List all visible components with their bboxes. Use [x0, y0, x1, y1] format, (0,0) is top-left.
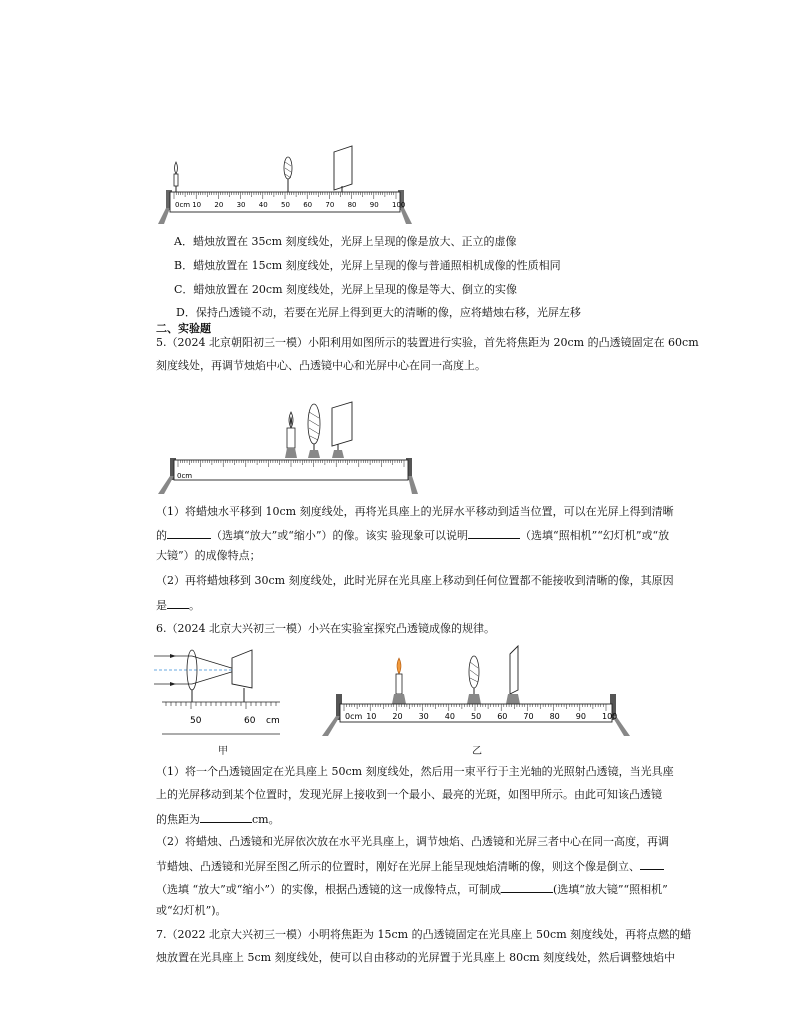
bench-stand-left [322, 694, 342, 736]
ruler-label: 0cm [175, 201, 191, 209]
q6-p2-line4: 或“幻灯机”)。 [156, 904, 227, 917]
q6-p2-text: (选填“放大镜”“照相机” [553, 883, 668, 896]
q6-p1-text: cm。 [252, 813, 280, 826]
ruler-label: 60 [497, 712, 508, 721]
q5-p1-line2 [156, 527, 669, 543]
ruler-label: 70 [325, 201, 335, 209]
bench-stand-left [158, 458, 176, 494]
ruler-label: 90 [575, 712, 586, 721]
q6-p2-text: 节蜡烛、凸透镜和光屏至图乙所示的位置时，刚好在光屏上能呈现烛焰清晰的像，则这个像是倒立、 [156, 860, 640, 873]
ruler-label: 20 [214, 201, 224, 209]
q5-p2-line1: （2）再将蜡烛移到 30cm 刻度线处，此时光屏在光具座上移动到任何位置都不能接收到清晰的像，其原因 [156, 574, 674, 587]
q5-line2: 刻度线处，再调节烛焰中心、凸透镜中心和光屏中心在同一高度上。 [156, 359, 486, 372]
ruler-label: 100 [392, 201, 406, 209]
q6-p1-line2: 上的光屏移动到某个位置时，发现光屏上接收到一个最小、最亮的光斑，如图甲所示。由此可知该凸透镜 [156, 788, 662, 801]
ruler-label: 90 [369, 201, 379, 209]
figure1-optical-bench [150, 140, 412, 226]
scale-unit-label: cm [266, 716, 280, 726]
ruler-label: 30 [236, 201, 246, 209]
option-c: C．蜡烛放置在 20cm 刻度线处，光屏上呈现的像是等大、倒立的实像 [174, 283, 517, 296]
q6-fig-jia-caption: 甲 [218, 746, 228, 757]
screen-icon [232, 650, 252, 688]
ruler-label: 40 [258, 201, 268, 209]
ruler-label: 70 [523, 712, 534, 721]
option-b: B．蜡烛放置在 15cm 刻度线处，光屏上呈现的像与普通照相机成像的性质相同 [174, 259, 561, 272]
ruler-label: 50 [471, 712, 482, 721]
ruler-label: 40 [444, 712, 455, 721]
option-d: D．保持凸透镜不动，若要在光屏上得到更大的清晰的像，应将蜡烛右移，光屏左移 [176, 306, 581, 319]
q6-p2-line1: （2）将蜡烛、凸透镜和光屏依次放在水平光具座上，调节烛焰、凸透镜和光屏三者中心在同一高度，再调 [156, 835, 669, 848]
q6-blank-3[interactable] [501, 881, 553, 893]
screen-icon [334, 146, 352, 192]
scale-ticks [166, 702, 276, 709]
ruler-label: 80 [347, 201, 357, 209]
scale-label-60: 60 [244, 716, 256, 726]
q6-p1-line3 [156, 811, 280, 827]
ruler-label: 60 [303, 201, 313, 209]
candle-icon [392, 658, 406, 704]
candle-icon [174, 162, 178, 192]
q6-p2-line2 [156, 858, 664, 874]
q6-blank-1[interactable] [200, 811, 252, 823]
ruler-start-label: 0cm [177, 472, 193, 480]
ruler-label: 100 [602, 712, 618, 721]
ruler-label: 0cm [345, 712, 363, 721]
q6-line1: 6.（2024 北京大兴初三一模）小兴在实验室探究凸透镜成像的规律。 [156, 622, 495, 635]
q5-blank-3[interactable] [167, 597, 189, 609]
candle-icon [285, 412, 297, 458]
q7-line1: 7.（2022 北京大兴初三一模）小明将焦距为 15cm 的凸透镜固定在光具座上 50cm 刻度线处，再将点燃的蜡 [156, 928, 692, 941]
ruler-label: 10 [366, 712, 377, 721]
convex-lens-icon [284, 157, 292, 192]
q5-p2-text: 。 [189, 599, 200, 612]
q5-p1-line3: 大镜”）的成像特点； [156, 549, 261, 562]
screen-icon [506, 646, 520, 704]
ruler-label: 10 [192, 201, 202, 209]
arrow-icon [170, 682, 176, 686]
screen-icon [332, 402, 352, 458]
convex-lens-icon [467, 656, 481, 704]
q6-fig-yi-caption: 乙 [472, 746, 482, 757]
option-a: A．蜡烛放置在 35cm 刻度线处，光屏上呈现的像是放大、正立的虚像 [174, 235, 517, 248]
ruler-label: 50 [281, 201, 290, 209]
q5-p1-text: （选填“放大”或“缩小”）的像。该实 验现象可以说明 [211, 529, 468, 542]
ruler-label: 80 [549, 712, 560, 721]
q6-figure-yi [320, 644, 640, 736]
q5-p1-text: 的 [156, 529, 167, 542]
section-heading: 二、实验题 [156, 322, 211, 335]
q6-p1-text: 的焦距为 [156, 813, 200, 826]
ruler-label: 30 [418, 712, 429, 721]
q6-blank-2[interactable] [640, 858, 664, 870]
q5-optical-bench [156, 400, 418, 494]
q6-figure-jia [152, 644, 284, 740]
convex-lens-icon [308, 404, 320, 458]
q5-p2-text: 是 [156, 599, 167, 612]
arrow-icon [170, 654, 176, 658]
q6-p2-line3 [156, 881, 668, 897]
scale-label-50: 50 [190, 716, 202, 726]
q5-p1-text: （选填“照相机”“幻灯机”或“放 [520, 529, 670, 542]
q5-line1: 5.（2024 北京朝阳初三一模）小阳利用如图所示的装置进行实验，首先将焦距为 20cm 的凸透镜固定在 60cm [156, 336, 699, 349]
q6-p2-text: （选填 “放大”或“缩小”）的实像，根据凸透镜的这一成像特点，可制成 [156, 883, 501, 896]
q6-p1-line1: （1）将一个凸透镜固定在光具座上 50cm 刻度线处，然后用一束平行于主光轴的光照射凸透镜，当光具座 [156, 765, 674, 778]
q5-blank-2[interactable] [468, 527, 520, 539]
ruler-label: 20 [392, 712, 403, 721]
q5-p2-line2 [156, 597, 200, 613]
q5-blank-1[interactable] [167, 527, 211, 539]
q5-p1-line1: （1）将蜡烛水平移到 10cm 刻度线处，再将光具座上的光屏水平移动到适当位置，可以在光屏上得到清晰 [156, 505, 674, 518]
q7-line2: 烛放置在光具座上 5cm 刻度线处，使可以自由移动的光屏置于光具座上 80cm 刻度线处，然后调整烛焰中 [156, 951, 676, 964]
